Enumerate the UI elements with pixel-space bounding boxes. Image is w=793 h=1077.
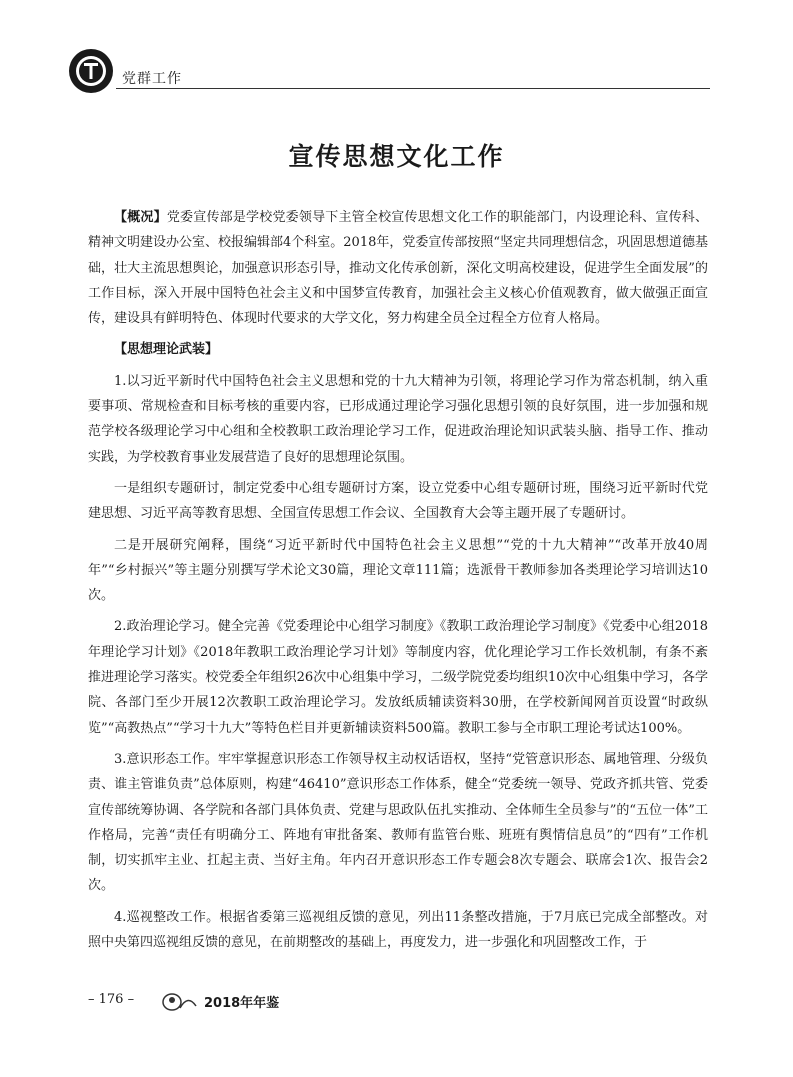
paragraph — [88, 905, 708, 956]
paragraph — [88, 337, 708, 362]
page-number: – 176 – — [88, 992, 135, 1007]
paragraph-text: 4.巡视整改工作。根据省委第三巡视组反馈的意见，列出11条整改措施，于7月底已完成全部整改。对照中央第四巡视组反馈的意见，在前期整改的基础上，再度发力，进一步强化和巩固整改工作，于 — [88, 909, 708, 951]
article-body — [88, 205, 708, 961]
paragraph-text: 党委宣传部是学校党委领导下主管全校宣传思想文化工作的职能部门，内设理论科、宣传科、精神文明建设办公室、校报编辑部4个科室。2018年，党委宣传部按照“坚定共同理想信念，巩固思想道德基础，壮大主流思想舆论，加强意识形态引导，推动文化传承创新，深化文明高校建设，促进学生全面发展”的工作目标，深入开展中国特色社会主义和中国梦宣传教育，加强社会主义核心价值观教育，做大做强正面宣传，建设具有鲜明特色、体现时代要求的大学文化，努力构建全员全过程全方位育人格局。 — [88, 210, 709, 327]
paragraph-text: 1.以习近平新时代中国特色社会主义思想和党的十九大精神为引领，将理论学习作为常态机制，纳入重要事项、常规检查和目标考核的重要内容，已形成通过理论学习强化思想引领的良好氛围，进一步加强和规范学校各级理论学习中心组和全校教职工政治理论学习工作，促进政治理论知识武装头脑、指导工作、推动实践，为学校教育事业发展营造了良好的思想理论氛围。 — [88, 373, 708, 465]
paragraph — [88, 614, 708, 740]
paragraph — [88, 533, 708, 609]
section-heading: 【思想理论武装】 — [114, 342, 219, 358]
paragraph — [88, 369, 708, 470]
header-divider — [116, 88, 710, 89]
paragraph — [88, 205, 708, 331]
paragraph-text: 3.意识形态工作。牢牢掌握意识形态工作领导权主动权话语权，坚持“党管意识形态、属地管理、分级负责、谁主管谁负责”总体原则，构建“46410”意识形态工作体系，健全“党委统一领导、党政齐抓共管、党委宣传部统筹协调、各学院和各部门具体负责、党建与思政队伍扎实推动、全体师生全员参与”的“五位一体”工作格局，完善“责任有明确分工、阵地有审批备案、教师有监管台账、班班有舆情信息员”的“四有”工作机制，切实抓牢主业、扛起主责、当好主角。年内召开意识形态工作专题会8次专题会、联席会1次、报告会2次。 — [88, 751, 708, 894]
section-heading: 【概况】 — [114, 210, 167, 225]
paragraph-text: 二是开展研究阐释，围绕“习近平新时代中国特色社会主义思想”“党的十九大精神”“改革开放40周年”“乡村振兴”等主题分别撰写学术论文30篇，理论文章111篇；选派骨干教师参加各类理论学习培训达10次。 — [88, 537, 708, 604]
paragraph — [88, 476, 708, 527]
paragraph-text: 2.政治理论学习。健全完善《党委理论中心组学习制度》《教职工政治理论学习制度》《党委中心组2018年理论学习计划》《2018年教职工政治理论学习计划》等制度内容，优化理论学习工作长效机制，有条不紊推进理论学习落实。校党委全年组织26次中心组集中学习，二级学院党委均组织10次中心组集中学习，各学院、各部门至少开展12次教职工政治理论学习。发放纸质辅读资料30册，在学校新闻网首页设置“时政纵览”“高教热点”“学习十九大”等特色栏目并更新辅读资料500篇。教职工参与全市职工理论考试达100%。 — [88, 619, 708, 736]
section-label: 党群工作 — [122, 71, 182, 87]
page-title: 宣传思想文化工作 — [288, 142, 505, 171]
yearbook-title: 2018年年鉴 — [204, 996, 280, 1011]
university-seal-icon — [68, 48, 114, 94]
yearbook-emblem-icon — [160, 988, 198, 1012]
paragraph-text: 一是组织专题研讨，制定党委中心组专题研讨方案，设立党委中心组专题研讨班，围绕习近平新时代党建思想、习近平高等教育思想、全国宣传思想工作会议、全国教育大会等主题开展了专题研讨。 — [88, 480, 708, 522]
paragraph — [88, 747, 708, 899]
page-footer — [88, 988, 388, 1014]
page-header — [68, 48, 710, 94]
